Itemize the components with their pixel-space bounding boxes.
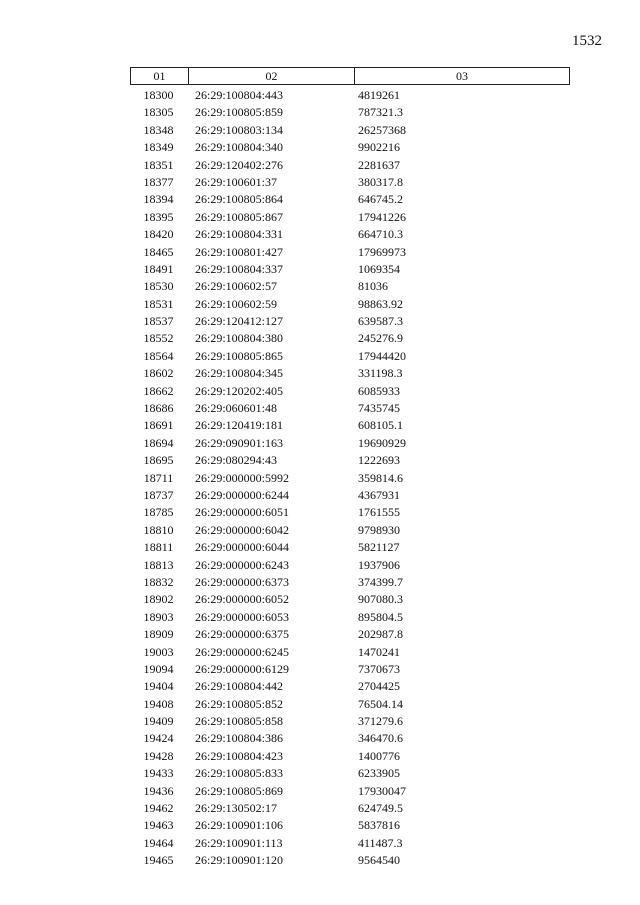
table-cell-02: 26:29:100804:340 [195, 140, 284, 155]
table-cell-01: 18300 [143, 88, 174, 102]
table-cell-02: 26:29:000000:6051 [195, 505, 290, 520]
table-row [130, 504, 570, 521]
table-cell-03: 2281637 [358, 157, 400, 172]
table-row [130, 435, 570, 452]
table-cell-03: 9902216 [358, 140, 400, 155]
table-cell-01: 19404 [143, 679, 174, 694]
table-cell-01: 18305 [143, 105, 174, 120]
table-cell-02: 26:29:100805:864 [195, 192, 284, 207]
table-cell-01: 19424 [143, 731, 174, 746]
table-cell-02: 26:29:100805:869 [195, 783, 284, 798]
table-cell-01: 18694 [143, 435, 174, 450]
table-cell-03: 1400776 [358, 748, 400, 763]
table-cell-02: 26:29:000000:6044 [195, 540, 290, 555]
table-cell-03: 1470241 [358, 644, 400, 659]
table-row [130, 748, 570, 765]
table-row [130, 800, 570, 817]
table-row [130, 522, 570, 539]
table-row [130, 261, 570, 278]
table-cell-03: 4367931 [358, 487, 400, 502]
table-cell-02: 26:29:000000:6053 [195, 609, 290, 624]
table-cell-02: 26:29:000000:6042 [195, 522, 290, 537]
table-cell-02: 26:29:100805:858 [195, 714, 284, 729]
table-row [130, 609, 570, 626]
table-cell-03: 624749.5 [358, 801, 403, 816]
table-cell-03: 608105.1 [358, 418, 403, 433]
table-cell-03: 98863.92 [358, 296, 403, 311]
table-cell-03: 639587.3 [358, 314, 403, 329]
table-cell-02: 26:29:000000:6129 [195, 661, 290, 676]
table-cell-02: 26:29:000000:6373 [195, 574, 290, 589]
table-cell-03: 202987.8 [358, 627, 403, 642]
table-cell-01: 19433 [143, 766, 174, 781]
table-cell-02: 26:29:100805:867 [195, 209, 284, 224]
table-cell-01: 19003 [143, 644, 174, 659]
table-row [130, 313, 570, 330]
table-row [130, 383, 570, 400]
table-cell-01: 18813 [143, 557, 174, 572]
table-cell-02: 26:29:100901:113 [195, 835, 283, 850]
table-cell-02: 26:29:060601:48 [195, 401, 278, 416]
table-cell-02: 26:29:100901:106 [195, 818, 284, 833]
table-row [130, 122, 570, 139]
header-cell-01: 01 [131, 68, 189, 84]
table-row [130, 400, 570, 417]
table-cell-02: 26:29:120202:405 [195, 383, 284, 398]
table-header [130, 67, 570, 85]
table-cell-03: 346470.6 [358, 731, 403, 746]
table-cell-02: 26:29:100804:423 [195, 748, 284, 763]
table-cell-03: 17969973 [358, 244, 406, 259]
table-cell-02: 26:29:000000:6245 [195, 644, 290, 659]
table-cell-02: 26:29:090901:163 [195, 435, 284, 450]
table-cell-02: 26:29:100602:59 [195, 296, 278, 311]
table-row [130, 487, 570, 504]
table-row [130, 644, 570, 661]
table-row [130, 452, 570, 469]
table-row [130, 104, 570, 121]
table-cell-01: 18691 [143, 418, 174, 433]
table-cell-03: 331198.3 [358, 366, 403, 381]
table-cell-01: 18537 [143, 314, 174, 329]
table-cell-02: 26:29:120412:127 [195, 314, 284, 329]
table-cell-02: 26:29:100801:427 [195, 244, 284, 259]
table-cell-01: 18686 [143, 401, 174, 416]
table-cell-01: 18531 [143, 296, 174, 311]
table-body [130, 87, 570, 870]
table-cell-01: 18552 [143, 331, 174, 346]
table-row [130, 783, 570, 800]
table-cell-03: 81036 [358, 279, 388, 294]
table-cell-02: 26:29:080294:43 [195, 453, 278, 468]
table-cell-03: 895804.5 [358, 609, 403, 624]
table-cell-01: 18909 [143, 627, 174, 642]
table-cell-03: 245276.9 [358, 331, 403, 346]
table-cell-02: 26:29:100804:443 [195, 88, 284, 102]
table-cell-02: 26:29:130502:17 [195, 801, 278, 816]
table-cell-03: 7370673 [358, 661, 400, 676]
table-cell-03: 1937906 [358, 557, 400, 572]
table-cell-02: 26:29:100804:331 [195, 227, 284, 242]
page-number: 1532 [572, 33, 602, 49]
table-cell-03: 359814.6 [358, 470, 403, 485]
table-cell-01: 19463 [143, 818, 174, 833]
table-row [130, 626, 570, 643]
table-cell-01: 18711 [143, 470, 174, 485]
table-cell-02: 26:29:100805:833 [195, 766, 284, 781]
table-cell-01: 19464 [143, 835, 174, 850]
table-cell-03: 76504.14 [358, 696, 403, 711]
table-cell-01: 18662 [143, 383, 174, 398]
table-row [130, 557, 570, 574]
table-cell-02: 26:29:100805:852 [195, 696, 284, 711]
table-row [130, 661, 570, 678]
table-row [130, 417, 570, 434]
table-cell-02: 26:29:100602:57 [195, 279, 278, 294]
table-row [130, 174, 570, 191]
table-cell-01: 18491 [143, 261, 174, 276]
table-row [130, 157, 570, 174]
table-cell-01: 18602 [143, 366, 174, 381]
table-cell-01: 19436 [143, 783, 174, 798]
table-cell-01: 18394 [143, 192, 174, 207]
table-cell-03: 2704425 [358, 679, 400, 694]
table-row [130, 817, 570, 834]
table-cell-03: 380317.8 [358, 174, 403, 189]
table-cell-03: 7435745 [358, 401, 400, 416]
table-cell-02: 26:29:100804:380 [195, 331, 284, 346]
table-cell-02: 26:29:000000:6052 [195, 592, 290, 607]
table-cell-02: 26:29:000000:5992 [195, 470, 290, 485]
table-row [130, 139, 570, 156]
table-cell-02: 26:29:100901:120 [195, 853, 284, 868]
table-cell-01: 18530 [143, 279, 174, 294]
table-row [130, 835, 570, 852]
table-cell-03: 371279.6 [358, 714, 403, 729]
table-cell-03: 4819261 [358, 88, 400, 102]
table-cell-01: 19465 [143, 853, 174, 868]
table-row [130, 539, 570, 556]
table-cell-03: 5821127 [358, 540, 400, 555]
table-row [130, 765, 570, 782]
table-row [130, 852, 570, 869]
table-cell-03: 9798930 [358, 522, 400, 537]
table-row [130, 591, 570, 608]
table-row [130, 574, 570, 591]
table-cell-03: 6085933 [358, 383, 400, 398]
table-row [130, 365, 570, 382]
table-row [130, 470, 570, 487]
table-cell-02: 26:29:100805:865 [195, 348, 284, 363]
table-cell-01: 18903 [143, 609, 174, 624]
table-cell-02: 26:29:100804:337 [195, 261, 284, 276]
table-cell-03: 787321.3 [358, 105, 403, 120]
table-cell-03: 5837816 [358, 818, 400, 833]
table-cell-02: 26:29:000000:6375 [195, 627, 290, 642]
table-row [130, 713, 570, 730]
table-cell-01: 18695 [143, 453, 174, 468]
table-cell-01: 18377 [143, 174, 174, 189]
table-cell-03: 374399.7 [358, 574, 403, 589]
table-row [130, 678, 570, 695]
table-cell-01: 18832 [143, 574, 174, 589]
table-row [130, 191, 570, 208]
table-cell-01: 18811 [143, 540, 174, 555]
data-table [130, 67, 570, 870]
table-row [130, 348, 570, 365]
table-cell-02: 26:29:100601:37 [195, 174, 278, 189]
header-cell-03: 03 [456, 69, 468, 83]
table-cell-01: 18737 [143, 487, 174, 502]
table-cell-01: 19462 [143, 801, 174, 816]
table-row [130, 244, 570, 261]
table-cell-01: 19409 [143, 714, 174, 729]
table-cell-02: 26:29:000000:6244 [195, 487, 290, 502]
table-cell-01: 19094 [143, 661, 174, 676]
table-cell-03: 26257368 [358, 122, 406, 137]
table-cell-01: 18351 [143, 157, 174, 172]
table-cell-01: 18785 [143, 505, 174, 520]
table-cell-02: 26:29:100803:134 [195, 122, 284, 137]
table-cell-01: 18564 [143, 348, 174, 363]
table-cell-02: 26:29:120402:276 [195, 157, 284, 172]
table-cell-03: 646745.2 [358, 192, 403, 207]
table-cell-01: 18349 [143, 140, 174, 155]
table-cell-01: 19428 [143, 748, 174, 763]
table-row [130, 296, 570, 313]
table-cell-01: 18902 [143, 592, 174, 607]
table-cell-03: 1069354 [358, 261, 400, 276]
table-cell-03: 17944420 [358, 348, 406, 363]
table-cell-01: 18465 [143, 244, 174, 259]
table-cell-01: 18348 [143, 122, 174, 137]
table-cell-03: 664710.3 [358, 227, 403, 242]
table-row [130, 226, 570, 243]
table-row [130, 209, 570, 226]
table-cell-02: 26:29:100804:442 [195, 679, 284, 694]
table-row [130, 330, 570, 347]
table-cell-03: 411487.3 [358, 835, 403, 850]
table-cell-03: 17941226 [358, 209, 406, 224]
table-cell-01: 19408 [143, 696, 174, 711]
table-cell-03: 6233905 [358, 766, 400, 781]
table-cell-02: 26:29:000000:6243 [195, 557, 290, 572]
table-cell-01: 18395 [143, 209, 174, 224]
table-cell-01: 18810 [143, 522, 174, 537]
table-cell-03: 19690929 [358, 435, 406, 450]
table-cell-01: 18420 [143, 227, 174, 242]
table-cell-02: 26:29:100804:386 [195, 731, 284, 746]
table-cell-02: 26:29:100804:345 [195, 366, 284, 381]
table-cell-02: 26:29:120419:181 [195, 418, 284, 433]
table-cell-03: 1761555 [358, 505, 400, 520]
table-cell-03: 907080.3 [358, 592, 403, 607]
table-row [130, 696, 570, 713]
table-row [130, 730, 570, 747]
table-cell-03: 9564540 [358, 853, 400, 868]
table-row [130, 87, 570, 104]
table-cell-03: 17930047 [358, 783, 406, 798]
header-cell-02: 02 [189, 68, 355, 84]
table-cell-02: 26:29:100805:859 [195, 105, 284, 120]
table-cell-03: 1222693 [358, 453, 400, 468]
table-row [130, 278, 570, 295]
